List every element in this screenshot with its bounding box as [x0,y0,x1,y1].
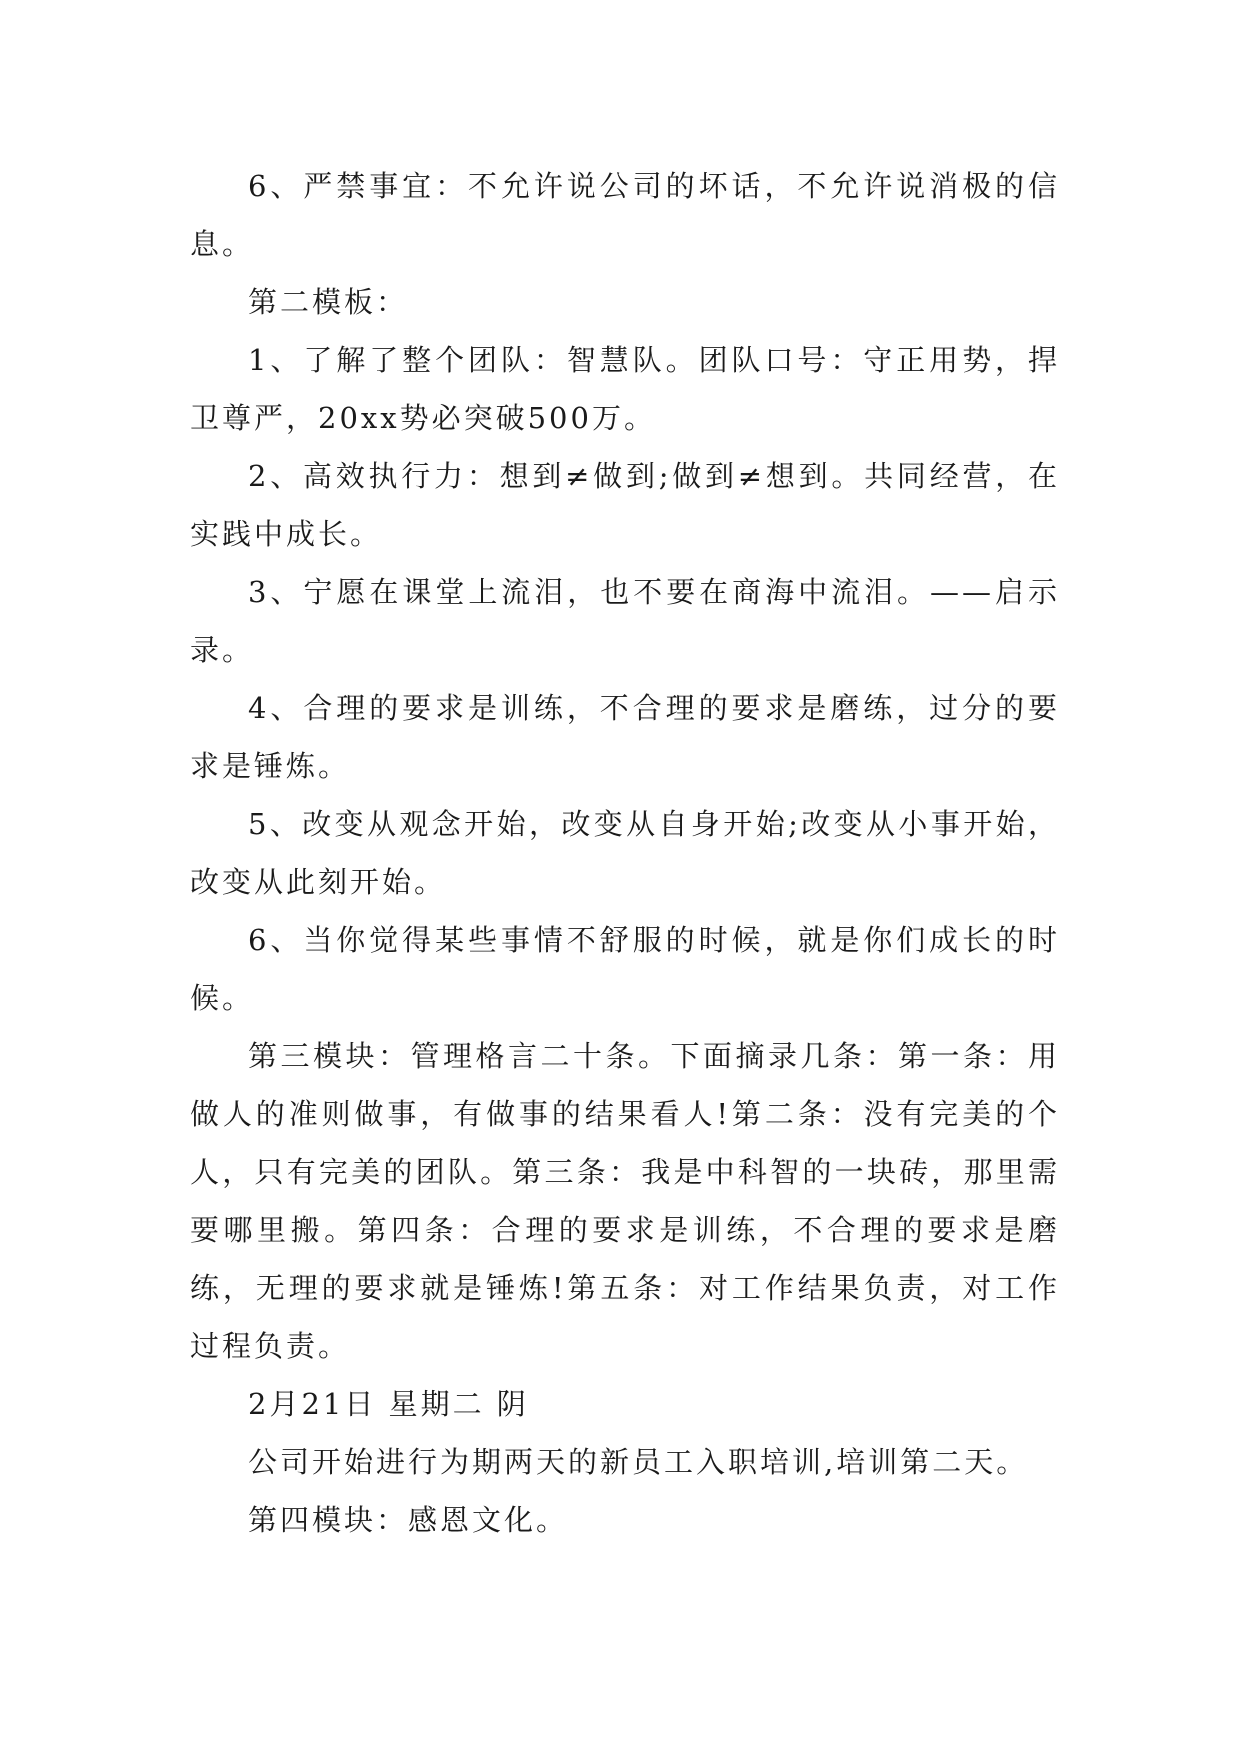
paragraph-requirements: 4、合理的要求是训练，不合理的要求是磨练，过分的要求是锤炼。 [190,691,1060,783]
paragraph-date-weather: 2月21日 星期二 阴 [248,1387,529,1421]
paragraph-training-day: 公司开始进行为期两天的新员工入职培训,培训第二天。 [248,1445,1029,1479]
paragraph-third-module-maxims: 第三模块：管理格言二十条。下面摘录几条：第一条：用做人的准则做事，有做事的结果看人!第二条：没有完美的个人，只有完美的团队。第三条：我是中科智的一块砖，那里需要哪里搬。第四条：合理的要求是训练，不合理的要求是磨练，无理的要求就是锤炼!第五条：对工作结果负责，对工作过程负责。 [190,1039,1060,1363]
paragraph-change: 5、改变从观念开始，改变从自身开始;改变从小事开始，改变从此刻开始。 [190,807,1060,899]
paragraph-fourth-module: 第四模块：感恩文化。 [248,1503,569,1537]
paragraph-growth: 6、当你觉得某些事情不舒服的时候，就是你们成长的时候。 [190,923,1060,1015]
paragraph-execution: 2、高效执行力：想到≠做到;做到≠想到。共同经营，在实践中成长。 [190,459,1060,551]
paragraph-classroom-tears: 3、宁愿在课堂上流泪，也不要在商海中流泪。——启示录。 [190,575,1060,667]
paragraph-prohibitions: 6、严禁事宜：不允许说公司的坏话，不允许说消极的信息。 [190,169,1060,261]
paragraph-team-slogan: 1、了解了整个团队：智慧队。团队口号：守正用势，捍卫尊严，20xx势必突破500万。 [190,343,1060,435]
document-body [190,157,1060,1549]
paragraph-second-template-heading: 第二模板： [248,285,409,319]
